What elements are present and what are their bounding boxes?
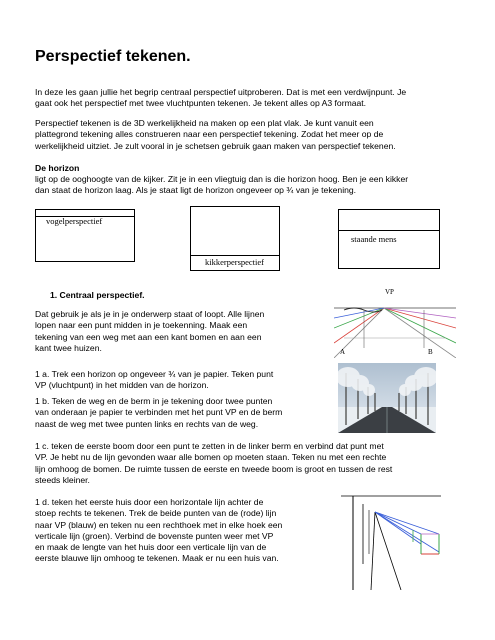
frog-horizon-line (191, 255, 279, 256)
section-1-heading: 1. Centraal perspectief. (50, 290, 145, 300)
perspective-sketch (334, 288, 456, 358)
standing-perspective-label: staande mens (351, 234, 397, 244)
step-1c-text: 1 c. teken de eerste boom door een punt te zetten in de linker berm en verbind dat punt met VP. Je hebt nu de lijn gevonden waar alle bomen op moeten staan. Teken nu met een rechte lijn omhoog de bomen. De ruimte tussen de eerste en tweede boom is groot en tussen de rest steeds kleiner. (35, 441, 393, 485)
section-1-intro: Dat gebruik je als je in je onderwerp staat of loopt. Alle lijnen lopen naar een punt midden in je toekenning. Maak een tekening van een weg met aan een kant bomen en aan een kant twee huizen. (35, 309, 265, 353)
horizon-text: ligt op de ooghoogte van de kijker. Zit je in een vliegtuig dan is die horizon hoog. Ben je een kikker dan staat de horizon laag. Als je staat ligt de horizon ongeveer op ¾ van je tekening. (35, 174, 409, 196)
bird-perspective-label: vogelperspectief (46, 216, 103, 226)
step-1b-text: 1 b. Teken de weg en de berm in je tekening door twee punten van onderaan je papier te verbinden met het punt VP en de berm naast de weg met twee punten links en rechts van de weg. (35, 396, 283, 429)
frog-perspective-label: kikkerperspectief (205, 257, 264, 267)
page-title: Perspectief tekenen. (35, 48, 191, 65)
sketch-label-vp: VP (385, 288, 394, 296)
intro-paragraph-2: Perspectief tekenen is de 3D werkelijkheid na maken op een plat vlak. Je kunt vanuit een plattegrond tekening alles construeren naar een perspectief tekening. Zodat het meer op de werkelijkheid uitziet. Je zult vooral in je schetsen gebruik gaan maken van perspectief tekenen. (35, 118, 396, 151)
sketch-label-b: B (428, 348, 433, 356)
step-1a-text: 1 a. Trek een horizon op ongeveer ¾ van je papier. Teken punt VP (vluchtpunt) in het midden van de horizon. (35, 369, 274, 391)
step-1d-text: 1 d. teken het eerste huis door een horizontale lijn achter de stoep rechts te tekenen. Trek de beide punten van de (rode) lijn naar VP (blauw) en teken nu een rechthoek met in elke hoek een verticale lijn (groen). Verbind de bovenste punten weer met VP en maak de lengte van het huis door een verticale lijn van de eerste blauwe lijn omhoog te tekenen. Maak er nu een huis van. (35, 497, 283, 564)
house-construction-sketch (341, 494, 441, 590)
sketch-label-a: A (340, 348, 346, 356)
tree-road-photo (338, 363, 436, 433)
standing-horizon-line (339, 230, 439, 231)
horizon-heading: De horizon (35, 163, 80, 173)
intro-paragraph-1: In deze les gaan jullie het begrip centraal perspectief uitproberen. Dat is met een verdwijnpunt. Je gaat ook het perspectief met twee vluchtpunten tekenen. Je tekent alles op A3 formaat. (35, 87, 407, 109)
